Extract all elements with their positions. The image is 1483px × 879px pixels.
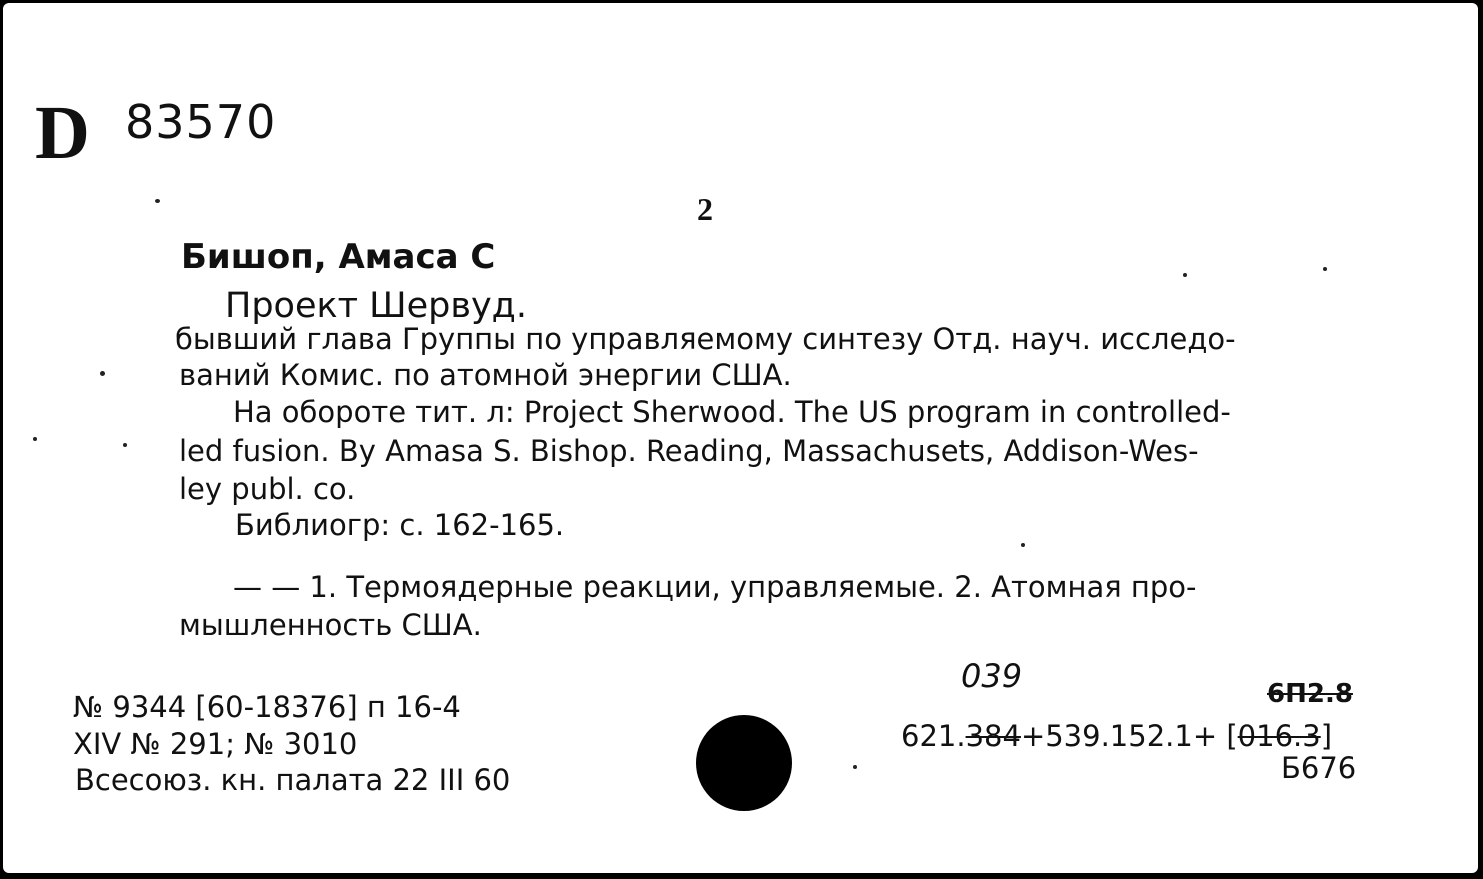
- ink-speck: [1021, 543, 1025, 547]
- description-line: ваний Комис. по атомной энергии США.: [179, 358, 792, 392]
- class-number-prefix: 621.: [901, 719, 966, 753]
- description-line: led fusion. By Amasa S. Bishop. Reading, Massachusets, Addison-Wes-: [179, 434, 1199, 468]
- class-number-middle: +539.152.1+ [: [1020, 719, 1238, 753]
- ink-speck: [853, 765, 857, 769]
- description-line: На обороте тит. л: Project Sherwood. The US program in controlled-: [233, 395, 1231, 429]
- class-number: [901, 719, 1332, 753]
- ink-speck: [100, 371, 105, 376]
- old-class-number: 6П2.8: [1267, 679, 1353, 709]
- subject-line: мышленность США.: [179, 608, 482, 642]
- copy-count: 2: [697, 191, 713, 227]
- subject-line: — — 1. Термоядерные реакции, управляемые. 2. Атомная про-: [233, 570, 1197, 604]
- ink-speck: [33, 437, 37, 441]
- description-line: бывший глава Группы по управляемому синтезу Отд. науч. исследо-: [175, 322, 1236, 356]
- card-number: 83570: [125, 95, 277, 149]
- fund-letter: D: [35, 91, 90, 175]
- class-number-end: ]: [1320, 719, 1333, 753]
- handwritten-note: 039: [961, 657, 1023, 695]
- class-number-struck-2: 016.3: [1237, 719, 1321, 753]
- ink-speck: [123, 443, 127, 447]
- registry-line: Всесоюз. кн. палата 22 III 60: [75, 763, 511, 797]
- catalog-card: [3, 3, 1478, 873]
- description-line: ley publ. co.: [179, 472, 356, 506]
- author-mark: Б676: [1281, 751, 1357, 785]
- bibliography-note: Библиогр: с. 162-165.: [235, 508, 565, 542]
- ink-speck: [155, 199, 160, 203]
- registry-line: № 9344 [60-18376] п 16-4: [73, 690, 461, 724]
- book-title: Проект Шервуд.: [225, 286, 527, 326]
- ink-speck: [1323, 267, 1327, 271]
- punch-hole: [696, 715, 792, 811]
- author-heading: Бишоп, Амаса С: [181, 237, 496, 277]
- class-number-struck: 384: [965, 719, 1021, 753]
- ink-speck: [1183, 273, 1187, 277]
- registry-line: XIV № 291; № 3010: [73, 727, 358, 761]
